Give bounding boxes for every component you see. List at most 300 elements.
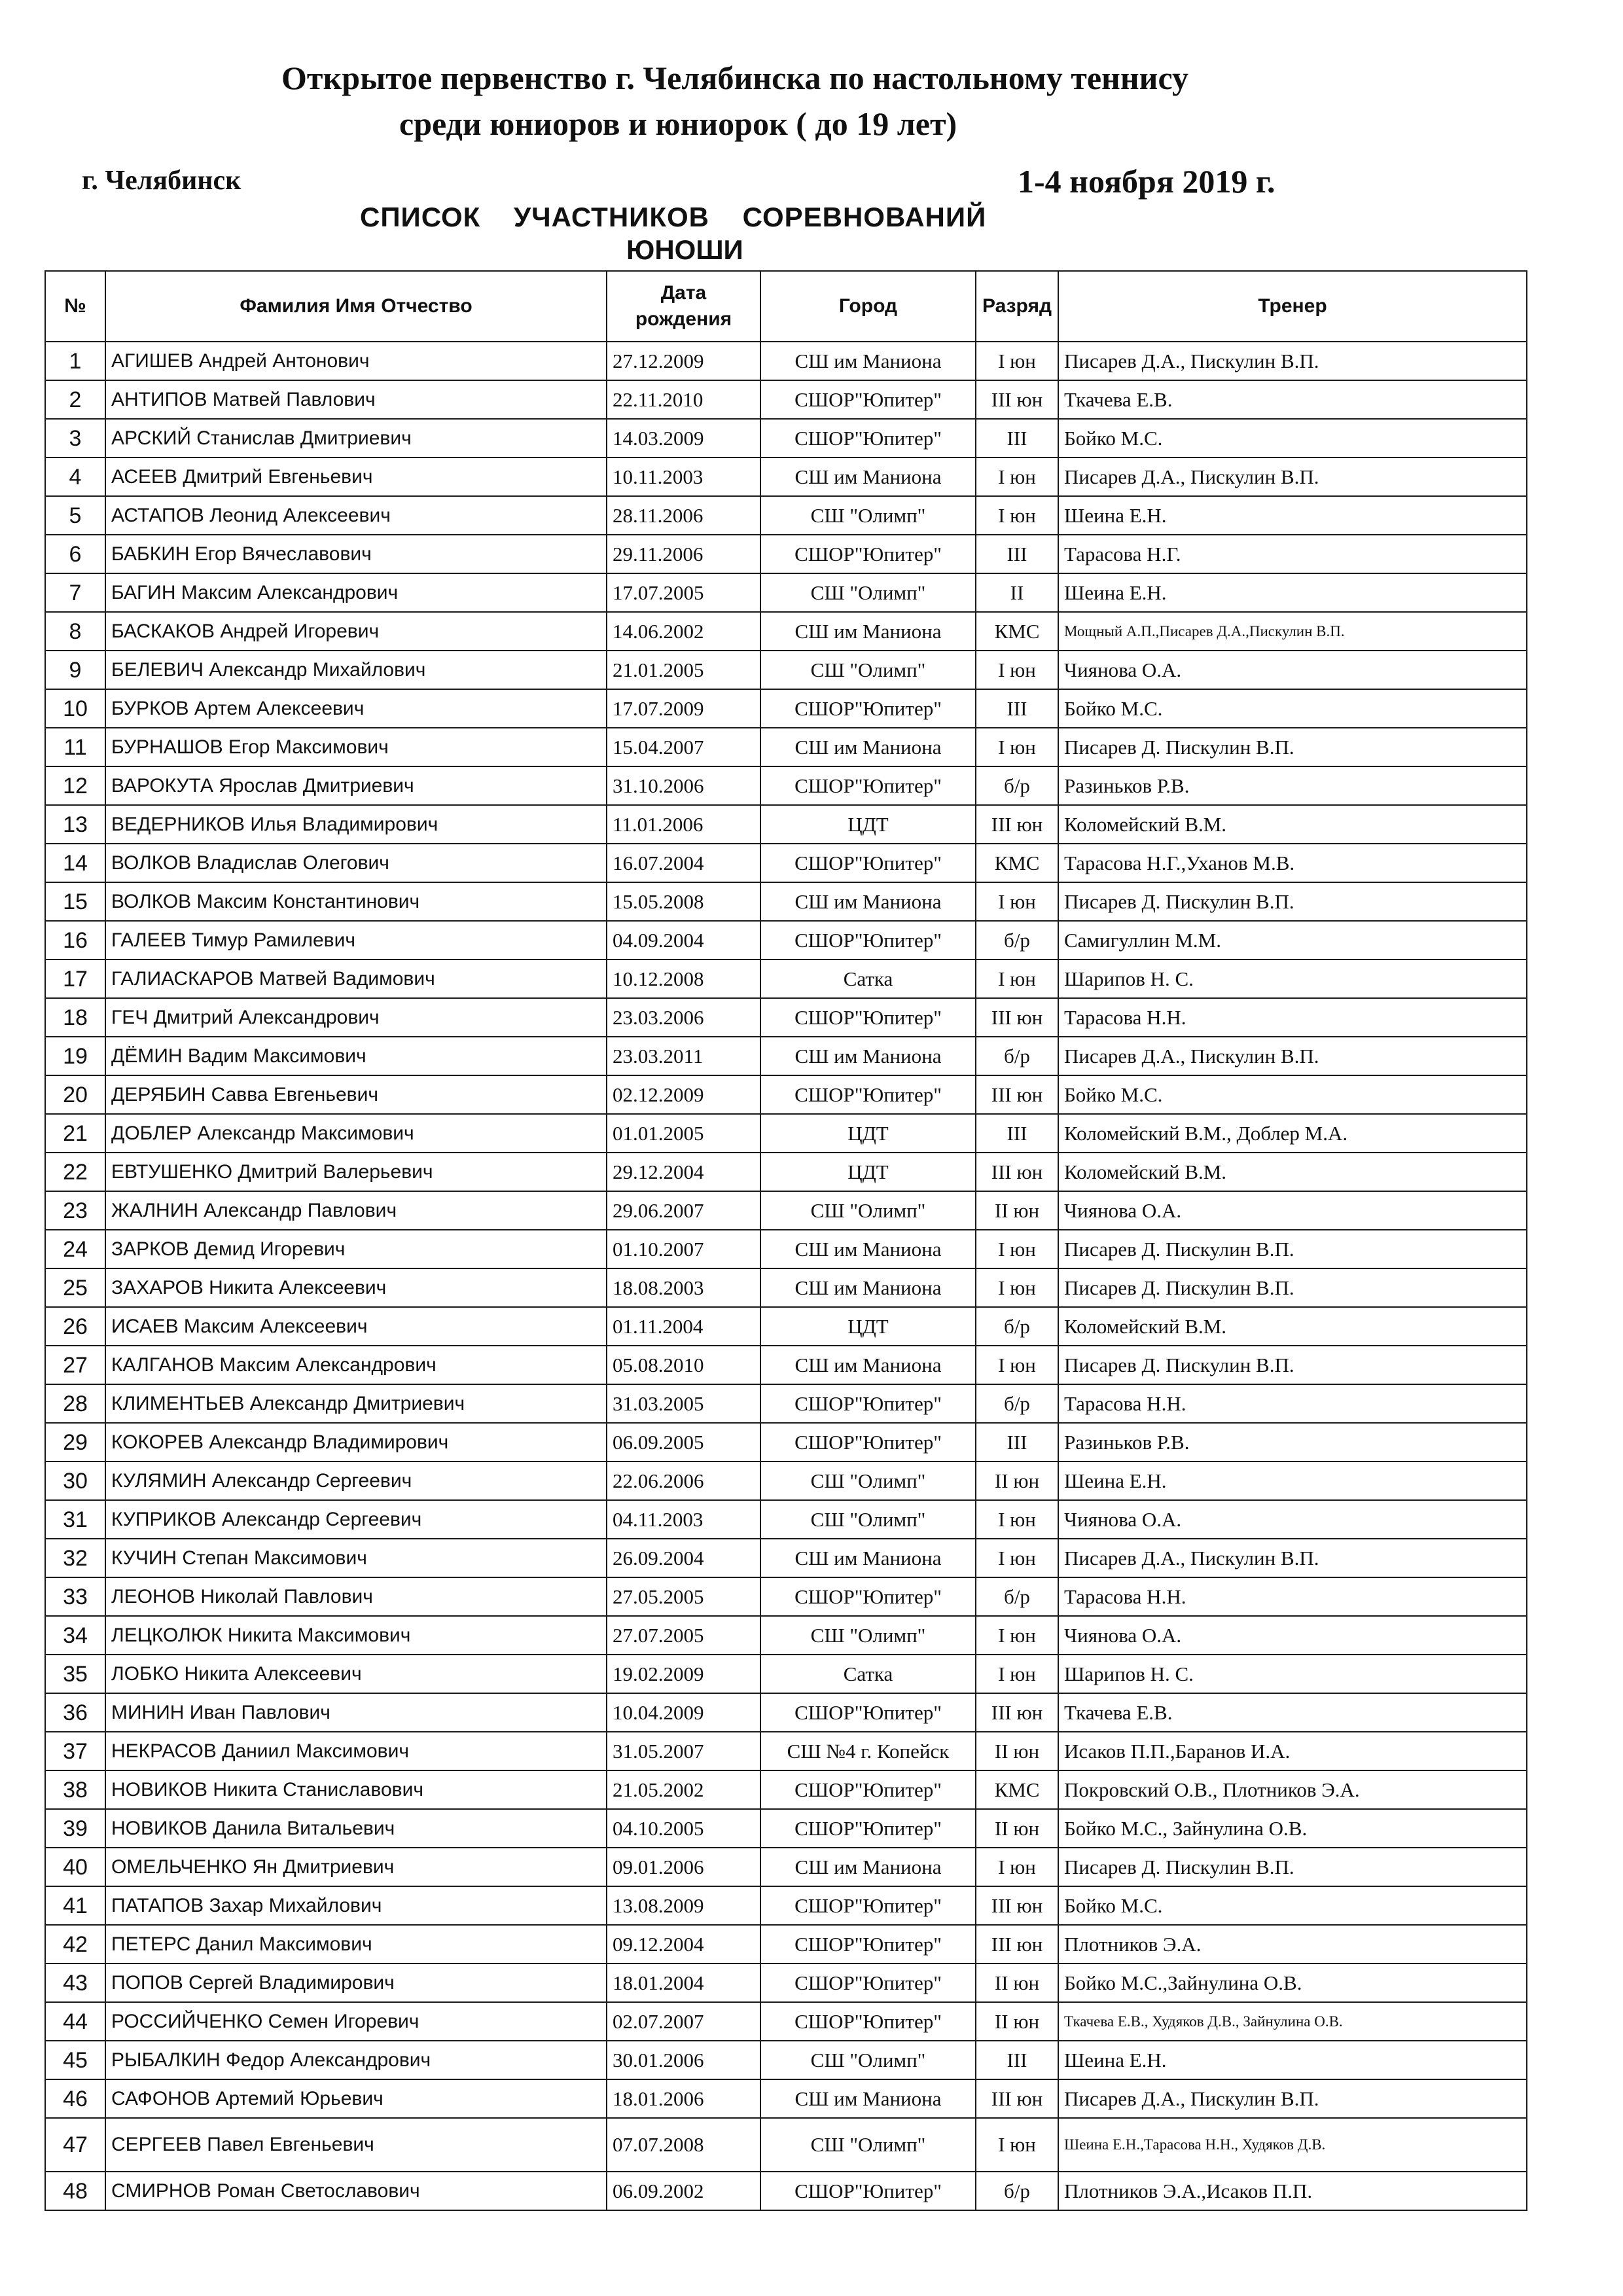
participant-city: СШ "Олимп" — [760, 2118, 976, 2172]
table-row — [45, 1693, 1527, 1732]
participant-city: СШОР"Юпитер" — [760, 535, 976, 573]
birth-date: 14.03.2009 — [607, 419, 760, 457]
participant-city: СШОР"Юпитер" — [760, 1423, 976, 1462]
birth-date: 18.01.2004 — [607, 1964, 760, 2002]
participant-name: БУРНАШОВ Егор Максимович — [105, 728, 607, 766]
coach-names: Шеина Е.Н.,Тарасова Н.Н., Худяков Д.В. — [1058, 2118, 1527, 2172]
table-row — [45, 960, 1527, 998]
row-number: 33 — [45, 1577, 105, 1616]
sport-rank: I юн — [976, 1655, 1058, 1693]
row-number: 37 — [45, 1732, 105, 1770]
row-number: 27 — [45, 1346, 105, 1384]
table-row — [45, 612, 1527, 651]
row-number: 40 — [45, 1848, 105, 1886]
table-row — [45, 1809, 1527, 1848]
sport-rank: III юн — [976, 1925, 1058, 1964]
birth-date: 09.12.2004 — [607, 1925, 760, 1964]
participant-city: СШ "Олимп" — [760, 573, 976, 612]
participant-city: СШОР"Юпитер" — [760, 2002, 976, 2041]
sport-rank: III юн — [976, 1693, 1058, 1732]
coach-names: Покровский О.В., Плотников Э.А. — [1058, 1770, 1527, 1809]
row-number: 13 — [45, 805, 105, 844]
participant-name: САФОНОВ Артемий Юрьевич — [105, 2079, 607, 2118]
sport-rank: I юн — [976, 496, 1058, 535]
participant-name: КЛИМЕНТЬЕВ Александр Дмитриевич — [105, 1384, 607, 1423]
participant-city: СШ "Олимп" — [760, 496, 976, 535]
birth-date: 29.11.2006 — [607, 535, 760, 573]
column-header-dob: Дата рождения — [607, 271, 760, 342]
sport-rank: III юн — [976, 2079, 1058, 2118]
sport-rank: III юн — [976, 1153, 1058, 1191]
coach-names: Тарасова Н.Н. — [1058, 998, 1527, 1037]
row-number: 20 — [45, 1075, 105, 1114]
birth-date: 19.02.2009 — [607, 1655, 760, 1693]
column-header-city: Город — [760, 271, 976, 342]
sport-rank: б/р — [976, 1577, 1058, 1616]
coach-names: Тарасова Н.Г.,Уханов М.В. — [1058, 844, 1527, 882]
participant-name: БАГИН Максим Александрович — [105, 573, 607, 612]
row-number: 9 — [45, 651, 105, 689]
sport-rank: III — [976, 1423, 1058, 1462]
participant-city: ЦДТ — [760, 1153, 976, 1191]
participant-name: БЕЛЕВИЧ Александр Михайлович — [105, 651, 607, 689]
sport-rank: II юн — [976, 1732, 1058, 1770]
row-number: 15 — [45, 882, 105, 921]
sport-rank: I юн — [976, 1539, 1058, 1577]
sport-rank: б/р — [976, 1037, 1058, 1075]
coach-names: Самигуллин М.М. — [1058, 921, 1527, 960]
coach-names: Тарасова Н.Г. — [1058, 535, 1527, 573]
participant-city: Сатка — [760, 1655, 976, 1693]
coach-names: Шарипов Н. С. — [1058, 960, 1527, 998]
birth-date: 18.01.2006 — [607, 2079, 760, 2118]
event-city: г. Челябинск — [82, 166, 241, 196]
sport-rank: б/р — [976, 1384, 1058, 1423]
row-number: 2 — [45, 380, 105, 419]
participant-name: НОВИКОВ Данила Витальевич — [105, 1809, 607, 1848]
table-row — [45, 535, 1527, 573]
birth-date: 18.08.2003 — [607, 1268, 760, 1307]
participant-name: ЛЕЦКОЛЮК Никита Максимович — [105, 1616, 607, 1655]
row-number: 30 — [45, 1462, 105, 1500]
sport-rank: I юн — [976, 960, 1058, 998]
birth-date: 09.01.2006 — [607, 1848, 760, 1886]
table-row — [45, 2118, 1527, 2172]
participant-name: СМИРНОВ Роман Светославович — [105, 2172, 607, 2210]
sport-rank: III — [976, 419, 1058, 457]
birth-date: 26.09.2004 — [607, 1539, 760, 1577]
birth-date: 10.12.2008 — [607, 960, 760, 998]
document-title: Открытое первенство г. Челябинска по настольному теннису — [281, 60, 1189, 96]
participant-name: АНТИПОВ Матвей Павлович — [105, 380, 607, 419]
participant-name: ВАРОКУТА Ярослав Дмитриевич — [105, 766, 607, 805]
coach-names: Бойко М.С. — [1058, 1075, 1527, 1114]
birth-date: 04.09.2004 — [607, 921, 760, 960]
participant-name: КОКОРЕВ Александр Владимирович — [105, 1423, 607, 1462]
row-number: 42 — [45, 1925, 105, 1964]
group-title: ЮНОШИ — [626, 234, 743, 265]
sport-rank: III юн — [976, 1075, 1058, 1114]
table-header-row — [45, 271, 1527, 342]
birth-date: 27.12.2009 — [607, 342, 760, 380]
participant-name: ПЕТЕРС Данил Максимович — [105, 1925, 607, 1964]
row-number: 28 — [45, 1384, 105, 1423]
list-title: СПИСОК УЧАСТНИКОВ СОРЕВНОВАНИЙ — [360, 202, 987, 232]
sport-rank: III — [976, 535, 1058, 573]
coach-names: Плотников Э.А. — [1058, 1925, 1527, 1964]
table-row — [45, 1423, 1527, 1462]
table-row — [45, 1462, 1527, 1500]
participant-name: ЛОБКО Никита Алексеевич — [105, 1655, 607, 1693]
table-row — [45, 1770, 1527, 1809]
table-row — [45, 2172, 1527, 2210]
row-number: 1 — [45, 342, 105, 380]
participant-name: КУЧИН Степан Максимович — [105, 1539, 607, 1577]
row-number: 14 — [45, 844, 105, 882]
birth-date: 06.09.2005 — [607, 1423, 760, 1462]
participant-name: АРСКИЙ Станислав Дмитриевич — [105, 419, 607, 457]
sport-rank: II юн — [976, 1809, 1058, 1848]
coach-names: Писарев Д.А., Пискулин В.П. — [1058, 1037, 1527, 1075]
sport-rank: III юн — [976, 380, 1058, 419]
sport-rank: I юн — [976, 1848, 1058, 1886]
coach-names: Чиянова О.А. — [1058, 1191, 1527, 1230]
participant-name: БАСКАКОВ Андрей Игоревич — [105, 612, 607, 651]
participant-city: СШОР"Юпитер" — [760, 1075, 976, 1114]
coach-names: Чиянова О.А. — [1058, 1500, 1527, 1539]
participant-name: ВЕДЕРНИКОВ Илья Владимирович — [105, 805, 607, 844]
participant-city: СШОР"Юпитер" — [760, 1770, 976, 1809]
coach-names: Писарев Д. Пискулин В.П. — [1058, 882, 1527, 921]
participant-city: СШ им Маниона — [760, 2079, 976, 2118]
row-number: 23 — [45, 1191, 105, 1230]
participant-name: ПАТАПОВ Захар Михайлович — [105, 1886, 607, 1925]
birth-date: 14.06.2002 — [607, 612, 760, 651]
table-row — [45, 1925, 1527, 1964]
table-row — [45, 2041, 1527, 2079]
coach-names: Ткачева Е.В. — [1058, 1693, 1527, 1732]
participant-city: СШОР"Юпитер" — [760, 998, 976, 1037]
row-number: 26 — [45, 1307, 105, 1346]
coach-names: Писарев Д. Пискулин В.П. — [1058, 1346, 1527, 1384]
participant-city: СШ им Маниона — [760, 1346, 976, 1384]
coach-names: Коломейский В.М. — [1058, 1153, 1527, 1191]
participant-name: ГАЛИАСКАРОВ Матвей Вадимович — [105, 960, 607, 998]
birth-date: 04.10.2005 — [607, 1809, 760, 1848]
participant-city: СШ им Маниона — [760, 342, 976, 380]
table-row — [45, 1886, 1527, 1925]
birth-date: 01.01.2005 — [607, 1114, 760, 1153]
row-number: 43 — [45, 1964, 105, 2002]
coach-names: Писарев Д. Пискулин В.П. — [1058, 1230, 1527, 1268]
column-header-number: № — [45, 271, 105, 342]
birth-date: 01.10.2007 — [607, 1230, 760, 1268]
participant-name: РОССИЙЧЕНКО Семен Игоревич — [105, 2002, 607, 2041]
participant-name: НЕКРАСОВ Даниил Максимович — [105, 1732, 607, 1770]
participant-name: ЖАЛНИН Александр Павлович — [105, 1191, 607, 1230]
table-row — [45, 1153, 1527, 1191]
row-number: 46 — [45, 2079, 105, 2118]
participant-city: СШОР"Юпитер" — [760, 921, 976, 960]
table-row — [45, 573, 1527, 612]
coach-names: Тарасова Н.Н. — [1058, 1384, 1527, 1423]
participant-name: ЛЕОНОВ Николай Павлович — [105, 1577, 607, 1616]
sport-rank: I юн — [976, 1500, 1058, 1539]
table-row — [45, 1114, 1527, 1153]
row-number: 31 — [45, 1500, 105, 1539]
coach-names: Шеина Е.Н. — [1058, 496, 1527, 535]
table-row — [45, 1964, 1527, 2002]
participant-city: СШ №4 г. Копейск — [760, 1732, 976, 1770]
table-row — [45, 689, 1527, 728]
birth-date: 29.06.2007 — [607, 1191, 760, 1230]
sport-rank: I юн — [976, 2118, 1058, 2172]
sport-rank: III юн — [976, 1886, 1058, 1925]
participant-city: СШОР"Юпитер" — [760, 1886, 976, 1925]
row-number: 41 — [45, 1886, 105, 1925]
sport-rank: II юн — [976, 1462, 1058, 1500]
sport-rank: I юн — [976, 1346, 1058, 1384]
birth-date: 10.11.2003 — [607, 457, 760, 496]
sport-rank: III — [976, 1114, 1058, 1153]
table-row — [45, 457, 1527, 496]
participant-name: НОВИКОВ Никита Станиславович — [105, 1770, 607, 1809]
coach-names: Писарев Д.А., Пискулин В.П. — [1058, 342, 1527, 380]
row-number: 34 — [45, 1616, 105, 1655]
participant-city: СШОР"Юпитер" — [760, 2172, 976, 2210]
coach-names: Писарев Д.А., Пискулин В.П. — [1058, 2079, 1527, 2118]
participants-table — [45, 270, 1527, 2211]
participant-city: СШОР"Юпитер" — [760, 380, 976, 419]
birth-date: 31.03.2005 — [607, 1384, 760, 1423]
row-number: 35 — [45, 1655, 105, 1693]
row-number: 12 — [45, 766, 105, 805]
birth-date: 15.04.2007 — [607, 728, 760, 766]
birth-date: 23.03.2011 — [607, 1037, 760, 1075]
birth-date: 29.12.2004 — [607, 1153, 760, 1191]
column-header-coach: Тренер — [1058, 271, 1527, 342]
participants-table-body — [45, 342, 1527, 2210]
sport-rank: III юн — [976, 805, 1058, 844]
row-number: 16 — [45, 921, 105, 960]
coach-names: Бойко М.С.,Зайнулина О.В. — [1058, 1964, 1527, 2002]
table-row — [45, 1384, 1527, 1423]
coach-names: Мощный А.П.,Писарев Д.А.,Пискулин В.П. — [1058, 612, 1527, 651]
table-row — [45, 1268, 1527, 1307]
birth-date: 28.11.2006 — [607, 496, 760, 535]
coach-names: Бойко М.С. — [1058, 1886, 1527, 1925]
table-row — [45, 1616, 1527, 1655]
participant-city: СШ "Олимп" — [760, 1500, 976, 1539]
birth-date: 16.07.2004 — [607, 844, 760, 882]
participant-name: РЫБАЛКИН Федор Александрович — [105, 2041, 607, 2079]
participant-city: СШ "Олимп" — [760, 1191, 976, 1230]
participant-name: ДЁМИН Вадим Максимович — [105, 1037, 607, 1075]
table-row — [45, 844, 1527, 882]
table-row — [45, 728, 1527, 766]
birth-date: 02.07.2007 — [607, 2002, 760, 2041]
coach-names: Шеина Е.Н. — [1058, 2041, 1527, 2079]
table-row — [45, 1655, 1527, 1693]
table-row — [45, 1577, 1527, 1616]
table-row — [45, 380, 1527, 419]
row-number: 17 — [45, 960, 105, 998]
row-number: 29 — [45, 1423, 105, 1462]
table-row — [45, 921, 1527, 960]
birth-date: 05.08.2010 — [607, 1346, 760, 1384]
participant-name: ВОЛКОВ Максим Константинович — [105, 882, 607, 921]
participant-name: АСТАПОВ Леонид Алексеевич — [105, 496, 607, 535]
participant-city: СШ им Маниона — [760, 1230, 976, 1268]
participant-name: ГАЛЕЕВ Тимур Рамилевич — [105, 921, 607, 960]
table-row — [45, 2002, 1527, 2041]
participant-name: ЕВТУШЕНКО Дмитрий Валерьевич — [105, 1153, 607, 1191]
column-header-rank: Разряд — [976, 271, 1058, 342]
table-row — [45, 2079, 1527, 2118]
coach-names: Коломейский В.М. — [1058, 805, 1527, 844]
row-number: 21 — [45, 1114, 105, 1153]
sport-rank: I юн — [976, 342, 1058, 380]
birth-date: 06.09.2002 — [607, 2172, 760, 2210]
table-row — [45, 998, 1527, 1037]
participant-name: ГЕЧ Дмитрий Александрович — [105, 998, 607, 1037]
table-row — [45, 1230, 1527, 1268]
sport-rank: I юн — [976, 651, 1058, 689]
table-row — [45, 342, 1527, 380]
birth-date: 31.05.2007 — [607, 1732, 760, 1770]
table-row — [45, 496, 1527, 535]
participant-city: СШ им Маниона — [760, 457, 976, 496]
birth-date: 02.12.2009 — [607, 1075, 760, 1114]
row-number: 6 — [45, 535, 105, 573]
sport-rank: II юн — [976, 2002, 1058, 2041]
coach-names: Шеина Е.Н. — [1058, 573, 1527, 612]
participant-city: СШОР"Юпитер" — [760, 766, 976, 805]
birth-date: 15.05.2008 — [607, 882, 760, 921]
table-row — [45, 1075, 1527, 1114]
participant-name: ЗАХАРОВ Никита Алексеевич — [105, 1268, 607, 1307]
table-row — [45, 1191, 1527, 1230]
table-row — [45, 1346, 1527, 1384]
birth-date: 22.06.2006 — [607, 1462, 760, 1500]
participant-city: СШ им Маниона — [760, 882, 976, 921]
row-number: 3 — [45, 419, 105, 457]
sport-rank: б/р — [976, 921, 1058, 960]
coach-names: Коломейский В.М., Доблер М.А. — [1058, 1114, 1527, 1153]
table-row — [45, 1539, 1527, 1577]
coach-names: Писарев Д. Пискулин В.П. — [1058, 1848, 1527, 1886]
sport-rank: II юн — [976, 1191, 1058, 1230]
birth-date: 31.10.2006 — [607, 766, 760, 805]
participant-city: СШ "Олимп" — [760, 1616, 976, 1655]
coach-names: Бойко М.С. — [1058, 419, 1527, 457]
row-number: 32 — [45, 1539, 105, 1577]
participant-city: СШ "Олимп" — [760, 2041, 976, 2079]
coach-names: Шарипов Н. С. — [1058, 1655, 1527, 1693]
participant-name: ИСАЕВ Максим Алексеевич — [105, 1307, 607, 1346]
birth-date: 27.05.2005 — [607, 1577, 760, 1616]
sport-rank: II юн — [976, 1964, 1058, 2002]
row-number: 36 — [45, 1693, 105, 1732]
birth-date: 07.07.2008 — [607, 2118, 760, 2172]
row-number: 38 — [45, 1770, 105, 1809]
participant-name: КУПРИКОВ Александр Сергеевич — [105, 1500, 607, 1539]
participant-city: СШОР"Юпитер" — [760, 1693, 976, 1732]
table-row — [45, 1848, 1527, 1886]
participant-city: СШОР"Юпитер" — [760, 1964, 976, 2002]
birth-date: 13.08.2009 — [607, 1886, 760, 1925]
coach-names: Писарев Д.А., Пискулин В.П. — [1058, 1539, 1527, 1577]
participant-name: БУРКОВ Артем Алексеевич — [105, 689, 607, 728]
participant-name: МИНИН Иван Павлович — [105, 1693, 607, 1732]
table-row — [45, 1037, 1527, 1075]
participant-name: КАЛГАНОВ Максим Александрович — [105, 1346, 607, 1384]
participant-city: СШОР"Юпитер" — [760, 419, 976, 457]
participant-city: СШ им Маниона — [760, 1268, 976, 1307]
birth-date: 30.01.2006 — [607, 2041, 760, 2079]
row-number: 8 — [45, 612, 105, 651]
participant-city: ЦДТ — [760, 1307, 976, 1346]
participant-city: ЦДТ — [760, 1114, 976, 1153]
coach-names: Чиянова О.А. — [1058, 1616, 1527, 1655]
birth-date: 27.07.2005 — [607, 1616, 760, 1655]
participant-city: СШ им Маниона — [760, 612, 976, 651]
participant-city: ЦДТ — [760, 805, 976, 844]
birth-date: 22.11.2010 — [607, 380, 760, 419]
row-number: 39 — [45, 1809, 105, 1848]
row-number: 7 — [45, 573, 105, 612]
coach-names: Чиянова О.А. — [1058, 651, 1527, 689]
row-number: 4 — [45, 457, 105, 496]
sport-rank: I юн — [976, 728, 1058, 766]
coach-names: Ткачева Е.В. — [1058, 380, 1527, 419]
coach-names: Ткачева Е.В., Худяков Д.В., Зайнулина О.В. — [1058, 2002, 1527, 2041]
sport-rank: I юн — [976, 1616, 1058, 1655]
row-number: 25 — [45, 1268, 105, 1307]
row-number: 10 — [45, 689, 105, 728]
birth-date: 01.11.2004 — [607, 1307, 760, 1346]
row-number: 19 — [45, 1037, 105, 1075]
sport-rank: III юн — [976, 998, 1058, 1037]
participant-city: СШОР"Юпитер" — [760, 689, 976, 728]
coach-names: Тарасова Н.Н. — [1058, 1577, 1527, 1616]
row-number: 18 — [45, 998, 105, 1037]
table-row — [45, 1732, 1527, 1770]
participant-name: ДЕРЯБИН Савва Евгеньевич — [105, 1075, 607, 1114]
event-dates: 1-4 ноября 2019 г. — [1018, 163, 1275, 200]
birth-date: 10.04.2009 — [607, 1693, 760, 1732]
birth-date: 17.07.2009 — [607, 689, 760, 728]
participant-name: ДОБЛЕР Александр Максимович — [105, 1114, 607, 1153]
sport-rank: I юн — [976, 882, 1058, 921]
participant-city: СШОР"Юпитер" — [760, 1384, 976, 1423]
coach-names: Коломейский В.М. — [1058, 1307, 1527, 1346]
row-number: 47 — [45, 2118, 105, 2172]
participant-city: СШ "Олимп" — [760, 651, 976, 689]
birth-date: 17.07.2005 — [607, 573, 760, 612]
birth-date: 23.03.2006 — [607, 998, 760, 1037]
coach-names: Писарев Д.А., Пискулин В.П. — [1058, 457, 1527, 496]
coach-names: Бойко М.С., Зайнулина О.В. — [1058, 1809, 1527, 1848]
document-subtitle: среди юниоров и юниорок ( до 19 лет) — [399, 105, 957, 142]
birth-date: 11.01.2006 — [607, 805, 760, 844]
row-number: 22 — [45, 1153, 105, 1191]
sport-rank: I юн — [976, 457, 1058, 496]
participant-name: ПОПОВ Сергей Владимирович — [105, 1964, 607, 2002]
sport-rank: КМС — [976, 612, 1058, 651]
table-row — [45, 651, 1527, 689]
row-number: 48 — [45, 2172, 105, 2210]
